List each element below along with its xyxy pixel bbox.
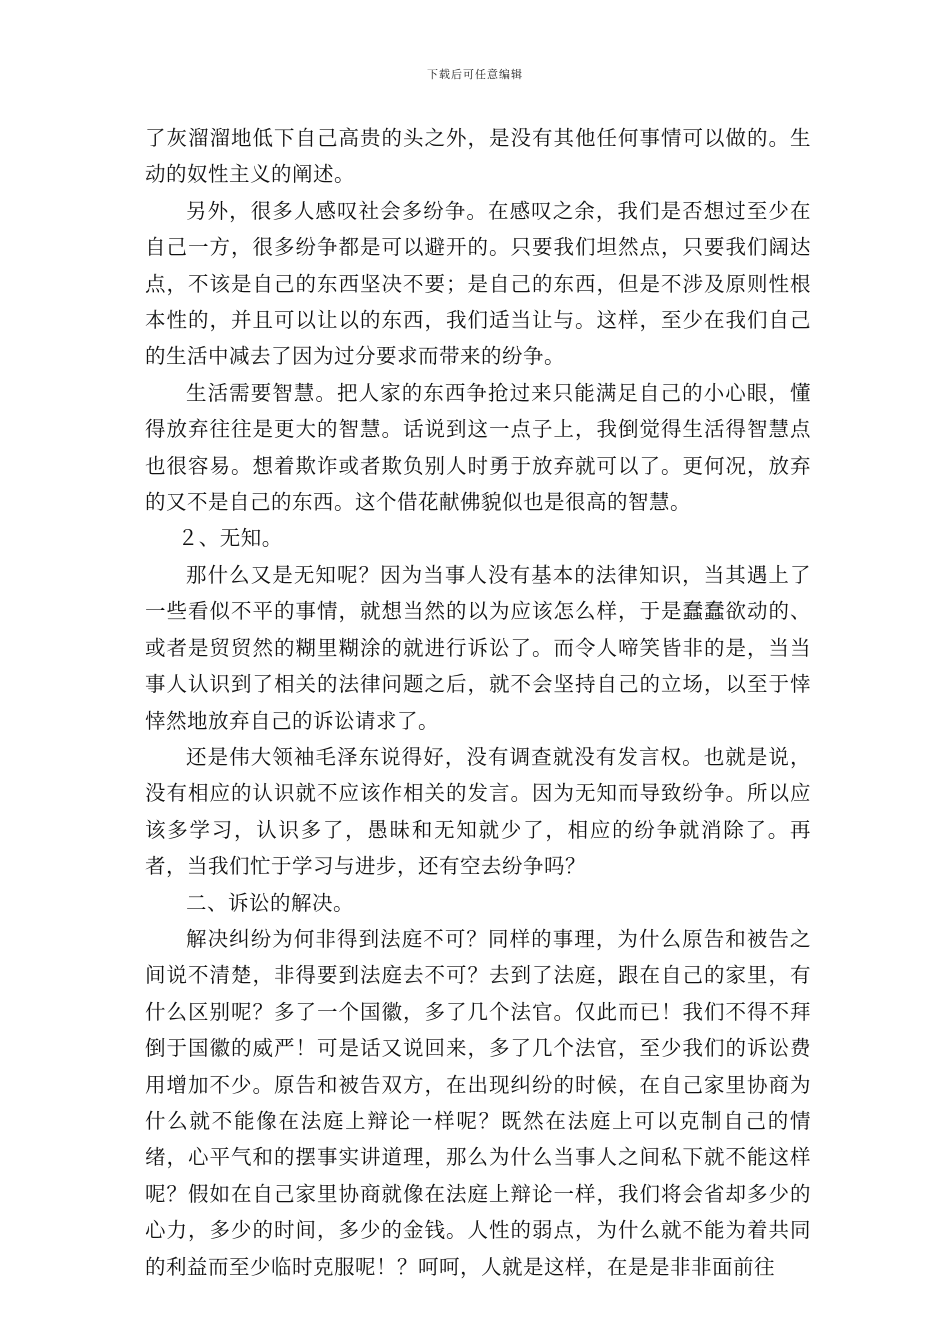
paragraph: 生活需要智慧。把人家的东西争抢过来只能满足自己的小心眼，懂得放弃往往是更大的智慧。话说到这一点子上，我倒觉得生活得智慧点也很容易。想着欺诈或者欺负别人时勇于放弃就可以了。更何况，放弃的又不是自己的东西。这个借花献佛貌似也是很高的智慧。 xyxy=(145,380,811,515)
paragraph: 了灰溜溜地低下自己高贵的头之外，是没有其他任何事情可以做的。生动的奴性主义的阐述。 xyxy=(145,126,811,187)
section-heading: ２、无知。 xyxy=(177,526,283,551)
paragraph: 那什么又是无知呢？因为当事人没有基本的法律知识，当其遇上了一些看似不平的事情，就想当然的以为应该怎么样，于是蠢蠢欲动的、或者是贸贸然的糊里糊涂的就进行诉讼了。而令人啼笑皆非的是，当当事人认识到了相关的法律问题之后，就不会坚持自己的立场，以至于悻悻然地放弃自己的诉讼请求了。 xyxy=(145,562,811,733)
page-header: 下载后可任意编辑 xyxy=(427,68,523,81)
paragraph: 解决纠纷为何非得到法庭不可？同样的事理，为什么原告和被告之间说不清楚，非得要到法庭去不可？去到了法庭，跟在自己的家里，有什么区别呢？多了一个国徽，多了几个法官。仅此而已！我们不得不拜倒于国徽的威严！可是话又说回来，多了几个法官，至少我们的诉讼费用增加不少。原告和被告双方，在出现纠纷的时候，在自己家里协商为什么就不能像在法庭上辩论一样呢？既然在法庭上可以克制自己的情绪，心平气和的摆事实讲道理，那么为什么当事人之间私下就不能这样呢？假如在自己家里协商就像在法庭上辩论一样，我们将会省却多少的心力，多少的时间，多少的金钱。人性的弱点，为什么就不能为着共同的利益而至少临时克服呢！？呵呵，人就是这样，在是是非非面前往 xyxy=(145,926,811,1279)
document-body xyxy=(145,120,811,1285)
paragraph: 另外，很多人感叹社会多纷争。在感叹之余，我们是否想过至少在自己一方，很多纷争都是可以避开的。只要我们坦然点，只要我们阔达点，不该是自己的东西坚决不要；是自己的东西，但是不涉及原则性根本性的，并且可以让以的东西，我们适当让与。这样，至少在我们自己的生活中减去了因为过分要求而带来的纷争。 xyxy=(145,198,811,369)
paragraph: 还是伟大领袖毛泽东说得好，没有调查就没有发言权。也就是说，没有相应的认识就不应该作相关的发言。因为无知而导致纷争。所以应该多学习，认识多了，愚昧和无知就少了，相应的纷争就消除了。再者，当我们忙于学习与进步，还有空去纷争吗？ xyxy=(145,744,811,879)
section-heading: 二、诉讼的解决。 xyxy=(186,890,354,915)
